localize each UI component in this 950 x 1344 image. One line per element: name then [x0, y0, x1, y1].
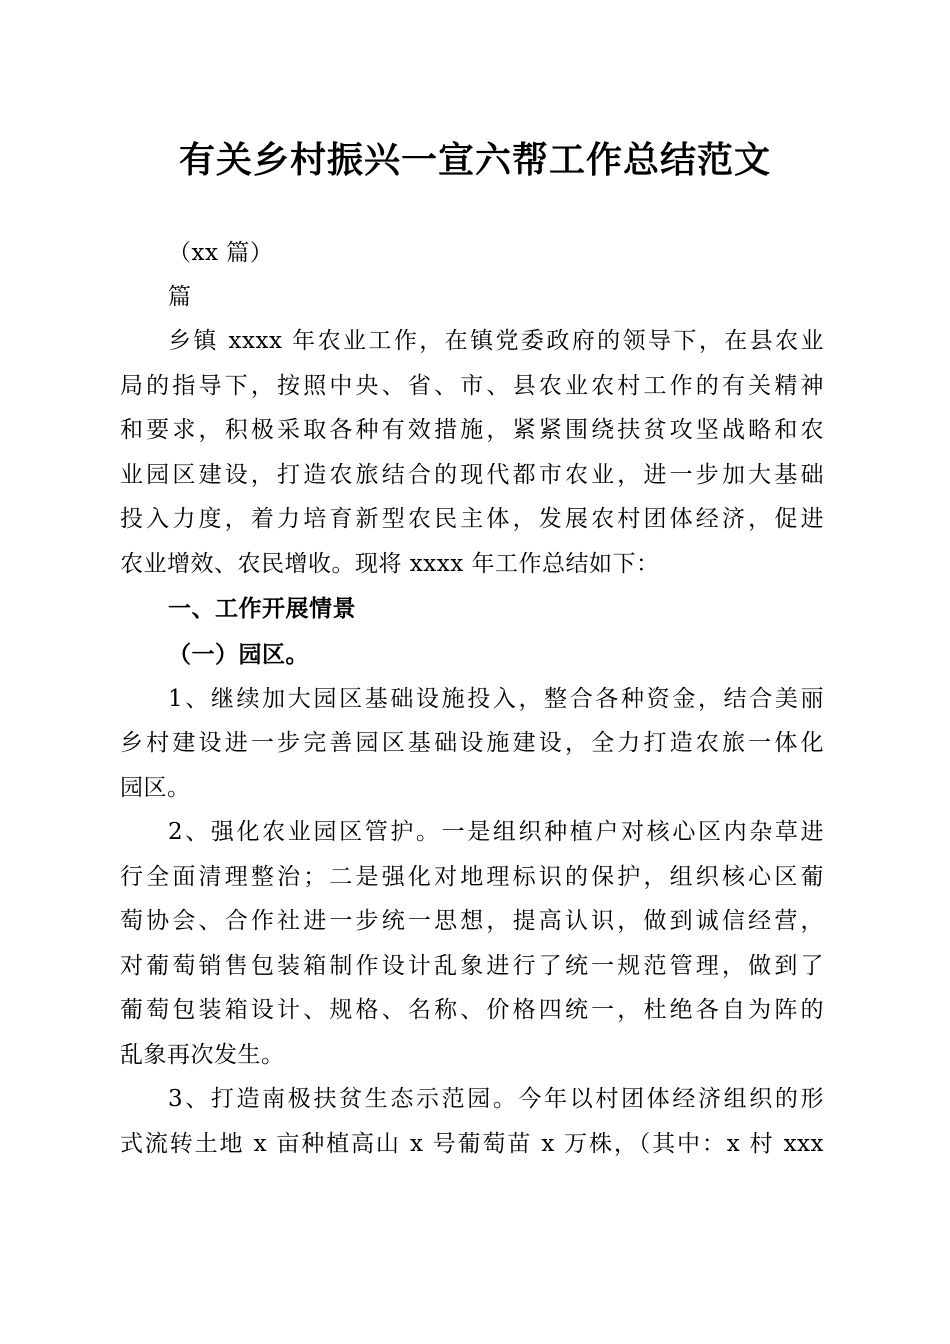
item-1-line: 1、继续加大园区基础设施投入，整合各种资金，结合美丽	[168, 686, 824, 712]
intro-line: 农业增效、农民增收。现将 xxxx 年工作总结如下：	[120, 551, 660, 577]
document-title: 有关乡村振兴一宣六帮工作总结范文	[178, 139, 771, 181]
item-3-line: 3、打造南极扶贫生态示范园。今年以村团体经济组织的形	[168, 1086, 824, 1112]
item-1-line: 园区。	[120, 775, 191, 801]
item-2-line: 萄协会、合作社进一步统一思想，提高认识，做到诚信经营，	[120, 908, 824, 934]
intro-line: 乡镇 xxxx 年农业工作，在镇党委政府的领导下，在县农业	[168, 328, 824, 354]
item-2-line: 葡萄包装箱设计、规格、名称、价格四统一，杜绝各自为阵的	[120, 997, 824, 1023]
item-1-line: 乡村建设进一步完善园区基础设施建设，全力打造农旅一体化	[120, 730, 824, 756]
item-2-line: 乱象再次发生。	[120, 1042, 285, 1068]
intro-line: 局的指导下，按照中央、省、市、县农业农村工作的有关精神	[120, 373, 824, 399]
item-2-line: 对葡萄销售包装箱制作设计乱象进行了统一规范管理，做到了	[120, 953, 824, 979]
section-heading: 一、工作开展情景	[168, 596, 356, 622]
intro-line: 业园区建设，打造农旅结合的现代都市农业，进一步加大基础	[120, 462, 824, 488]
item-2-line: 行全面清理整治；二是强化对地理标识的保护，组织核心区葡	[120, 864, 824, 890]
section-marker: 篇	[168, 284, 192, 310]
item-2-line: 2、强化农业园区管护。一是组织种植户对核心区内杂草进	[168, 819, 824, 845]
intro-line: 投入力度，着力培育新型农民主体，发展农村团体经济，促进	[120, 506, 824, 532]
intro-line: 和要求，积极采取各种有效措施，紧紧围绕扶贫攻坚战略和农	[120, 417, 824, 443]
item-3-line: 式流转土地 x 亩种植高山 x 号葡萄苗 x 万株，（其中：x 村 xxx	[120, 1131, 824, 1157]
subsection-heading: （一）园区。	[168, 642, 309, 668]
document-subtitle: （xx 篇）	[168, 240, 274, 266]
